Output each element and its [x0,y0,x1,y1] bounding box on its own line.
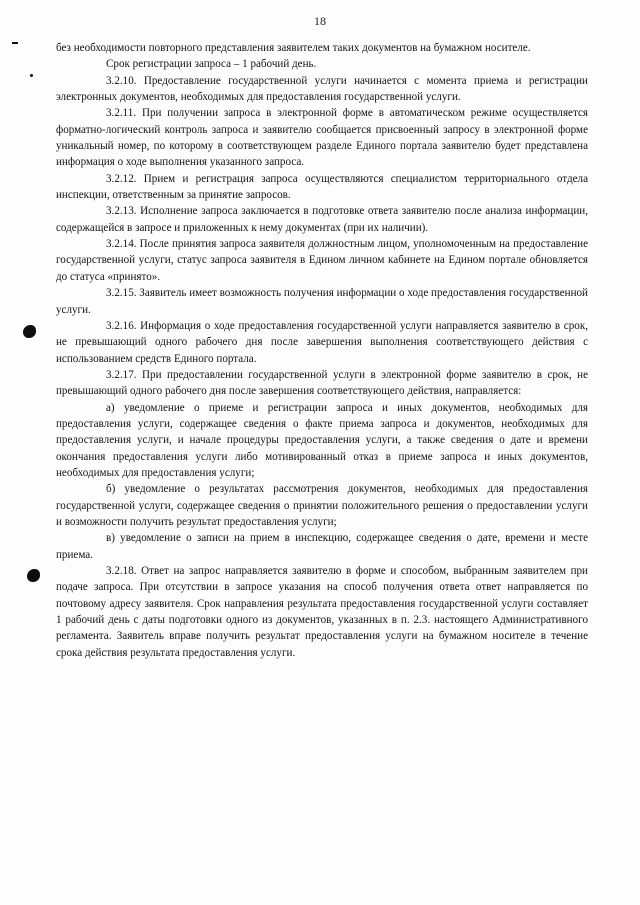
paragraph: 3.2.13. Исполнение запроса заключается в подготовке ответа заявителю после анализа информации, содержащейся в запросе и приложенных к нему документах (при их наличии). [56,205,588,234]
paragraph: без необходимости повторного представления заявителем таких документов на бумажном носителе. [56,42,531,54]
paragraph: 3.2.17. При предоставлении государственной услуги в электронной форме заявителю в срок, не превышающий одного рабочего дня после завершения соответствующего действия, направляется: [56,368,588,398]
list-item: б) уведомление о результатах рассмотрения документов, необходимых для предоставления государственной услуги, содержащее сведения о принятии положительного решения о предоставлении услуги и возможности получить результат предоставления услуги; [56,483,588,528]
hole-punch-mark [27,569,40,582]
paragraph: 3.2.12. Прием и регистрация запроса осуществляются специалистом территориального отдела инспекции, ответственным за принятие запросов. [56,172,588,202]
document-body [56,40,588,661]
scan-mark-dash [12,42,18,44]
paragraph: 3.2.10. Предоставление государственной услуги начинается с момента приема и регистрации электронных документов, необходимых для предоставления государственной услуги. [56,74,588,104]
paragraph: 3.2.11. При получении запроса в электронной форме в автоматическом режиме осуществляется форматно-логический контроль запроса и заявителю сообщается присвоенный запросу в электронной форме уникальный номер, по которому в соответствующем разделе Единого портала заявителю будет представлена информация о ходе выполнения указанного запроса. [56,107,588,169]
list-item: а) уведомление о приеме и регистрации запроса и иных документов, необходимых для предоставления услуги, содержащее сведения о факте приема запроса и документов, необходимых для предоставления услуги, и начале процедуры предоставления услуги, а также сведения о дате и времени окончания предоставления услуги либо мотивированный отказ в приеме запроса и иных документов, необходимых для предоставления услуги; [56,401,588,479]
scan-mark-dot [30,74,33,77]
paragraph: 3.2.16. Информация о ходе предоставления государственной услуги направляется заявителю в срок, не превышающий одного рабочего дня после завершения выполнения соответствующего действия с использованием средств Единого портала. [56,319,588,365]
hole-punch-mark [23,325,36,338]
paragraph: 3.2.14. После принятия запроса заявителя должностным лицом, уполномоченным на предоставление государственной услуги, статус запроса заявителя в Едином личном кабинете на Едином портале обновляется до статуса «принято». [56,238,588,283]
page-number: 18 [314,14,326,28]
paragraph: 3.2.15. Заявитель имеет возможность получения информации о ходе предоставления государственной услуги. [56,287,588,316]
paragraph: 3.2.18. Ответ на запрос направляется заявителю в форме и способом, выбранным заявителем при подаче запроса. При отсутствии в запросе указания на способ получения ответа ответ направляется по почтовому адресу заявителя. Срок направления результата предоставления государственной услуги составляет 1 рабочий день с даты подготовки одного из документов, указанных в п. 2.3. настоящего Административного регламента. Заявитель вправе получить результат предоставления услуги на бумажном носителе в течение срока действия результата предоставления услуги. [56,565,588,659]
paragraph: Срок регистрации запроса – 1 рабочий день. [106,58,317,71]
list-item: в) уведомление о записи на прием в инспекцию, содержащее сведения о дате, времени и месте приема. [56,532,588,561]
